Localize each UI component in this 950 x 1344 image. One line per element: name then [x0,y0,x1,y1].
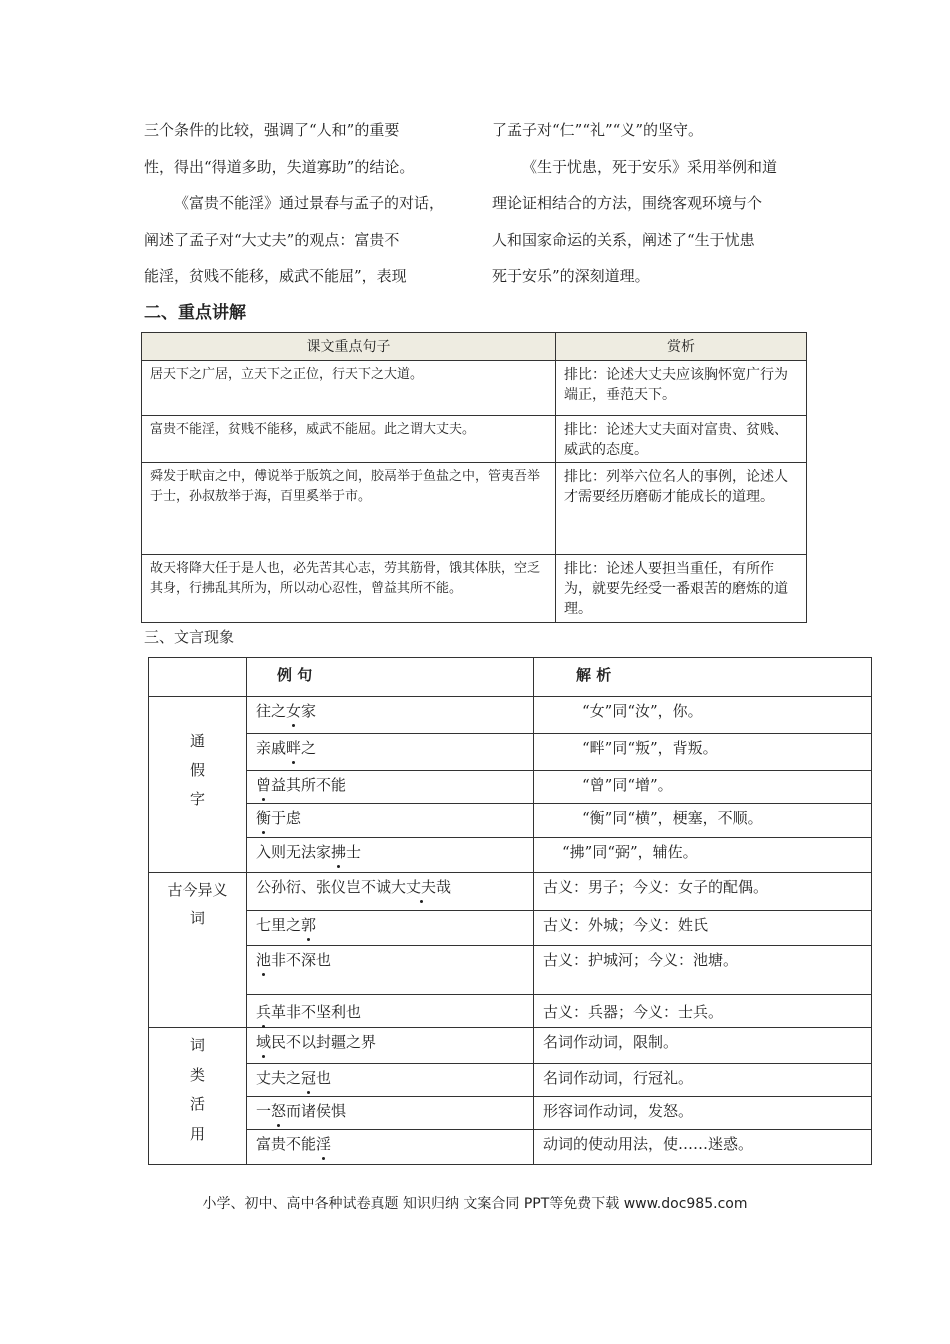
category-cell [149,1028,247,1165]
analysis-cell: 排比：论述人要担当重任，有所作为，就要先经受一番艰苦的磨炼的道理。 [556,555,807,623]
analysis-cell: 排比：论述大丈夫面对富贵、贫贱、威武的态度。 [556,416,807,463]
example-cell: 往之女家 [247,697,534,734]
table-row [149,771,872,804]
table-header: 例 句 [247,658,534,697]
intro-line: 三个条件的比较，强调了“人和”的重要 [144,121,400,139]
emphasis-char: 冠 [301,1069,317,1087]
table-row [149,946,872,995]
emphasis-char: 拂 [331,843,347,861]
example-cell: 富贵不能淫 [247,1130,534,1165]
header-blank-cell [149,658,247,697]
emphasis-char: 郭 [301,916,317,934]
category-text: 古今异义 [167,881,228,899]
intro-line: 阐述了孟子对“大丈夫”的观点：富贵不 [144,230,400,249]
table-row [142,361,807,416]
intro-line: 死于安乐”的深刻道理。 [492,267,650,285]
analysis-cell: “衡”同“横”，梗塞，不顺。 [534,804,872,838]
analysis-cell: “拂”同“弼”，辅佐。 [534,838,872,873]
table-row [142,416,807,463]
intro-line: 性，得出“得道多助，失道寡助”的结论。 [144,157,415,176]
table-row [149,873,872,911]
analysis-cell: 古义：男子；今义：女子的配偶。 [534,873,872,911]
category-char: 类 [189,1065,205,1084]
intro-line: 能淫，贫贱不能移，威武不能屈”，表现 [144,267,407,285]
table-row [149,697,872,734]
section2-title: 二、重点讲解 [144,303,246,323]
category-cell [149,873,247,1028]
sentence-cell: 居天下之广居，立天下之正位，行天下之大道。 [142,361,556,416]
sentence-cell: 故天将降大任于是人也，必先苦其心志，劳其筋骨，饿其体肤，空乏其身，行拂乱其所为，所以动心忍性，曾益其所不能。 [142,555,556,623]
table-row [149,804,872,838]
analysis-cell: “曾”同“增”。 [534,771,872,804]
section3-title: 三、文言现象 [144,628,235,646]
analysis-cell: 古义：兵器；今义：士兵。 [534,995,872,1028]
intro-line: 《生于忧患，死于安乐》采用举例和道 [522,157,778,176]
intro-right-column [492,112,822,295]
analysis-cell: “畔”同“叛”，背叛。 [534,734,872,771]
analysis-cell: 排比：论述大丈夫应该胸怀宽广行为端正，垂范天下。 [556,361,807,416]
footer-text: 小学、初中、高中各种试卷真题 知识归纳 文案合同 PPT等免费下载 www.doc985.com [202,1196,748,1212]
analysis-cell: 古义：外城；今义：姓氏 [534,911,872,946]
sentence-cell: 富贵不能淫，贫贱不能移，威武不能屈。此之谓大丈夫。 [142,416,556,463]
table-row [149,1064,872,1097]
analysis-cell: 形容词作动词，发怒。 [534,1097,872,1130]
classical-phenomena-table [148,657,872,1165]
category-char: 词 [189,1036,205,1054]
example-cell: 亲戚畔之 [247,734,534,771]
category-char: 假 [189,761,205,779]
analysis-cell: 排比：列举六位名人的事例，论述人才需要经历磨砺才能成长的道理。 [556,463,807,555]
example-cell: 衡于虑 [247,804,534,838]
category-char: 通 [189,732,205,750]
example-cell: 入则无法家拂士 [247,838,534,873]
intro-line: 理论证相结合的方法，围绕客观环境与个 [492,194,763,212]
example-cell: 兵革非不坚利也 [247,995,534,1028]
table-row [142,463,807,555]
emphasis-char: 兵 [256,1003,272,1021]
example-cell: 公孙衍、张仪岂不诚大丈夫哉 [247,873,534,911]
table-row [149,734,872,771]
emphasis-char: 衡 [256,809,272,827]
example-cell: 一怒而诸侯惧 [247,1097,534,1130]
table-header: 解 析 [534,658,872,697]
example-cell: 域民不以封疆之界 [247,1028,534,1064]
intro-line: 《富贵不能淫》通过景春与孟子的对话， [174,194,445,212]
key-sentences-table [141,332,807,623]
intro-left-column [144,112,474,295]
table-row [149,911,872,946]
intro-line: 人和国家命运的关系，阐述了“生于忧患 [492,230,755,249]
table-row [149,838,872,873]
emphasis-char: 丈夫 [406,878,437,896]
emphasis-char: 曾 [256,776,272,794]
emphasis-char: 淫 [316,1135,332,1153]
category-char: 用 [189,1124,205,1143]
table-row [149,1130,872,1165]
emphasis-char: 女 [286,702,302,720]
table-row [149,1028,872,1064]
category-char: 字 [189,790,205,808]
example-cell: 丈夫之冠也 [247,1064,534,1097]
category-char: 活 [189,1095,205,1113]
emphasis-char: 怒 [271,1102,287,1120]
table-row [142,555,807,623]
table-row [149,995,872,1028]
example-cell: 池非不深也 [247,946,534,995]
example-cell: 曾益其所不能 [247,771,534,804]
emphasis-char: 域 [256,1033,272,1051]
example-cell: 七里之郭 [247,911,534,946]
table-header: 赏析 [556,333,807,361]
analysis-cell: 名词作动词，行冠礼。 [534,1064,872,1097]
emphasis-char: 畔 [286,739,302,757]
category-text: 词 [189,909,205,927]
analysis-cell: 名词作动词，限制。 [534,1028,872,1064]
sentence-cell: 舜发于畎亩之中，傅说举于版筑之间，胶鬲举于鱼盐之中，管夷吾举于士，孙叔敖举于海，百里奚举于市。 [142,463,556,555]
analysis-cell: 古义：护城河；今义：池塘。 [534,946,872,995]
table-row [149,1097,872,1130]
analysis-cell: “女”同“汝”，你。 [534,697,872,734]
table-header: 课文重点句子 [142,333,556,361]
emphasis-char: 池 [256,951,272,969]
category-cell [149,697,247,873]
intro-line: 了孟子对“仁”“礼”“义”的坚守。 [492,121,704,139]
analysis-cell: 动词的使动用法，使……迷惑。 [534,1130,872,1165]
